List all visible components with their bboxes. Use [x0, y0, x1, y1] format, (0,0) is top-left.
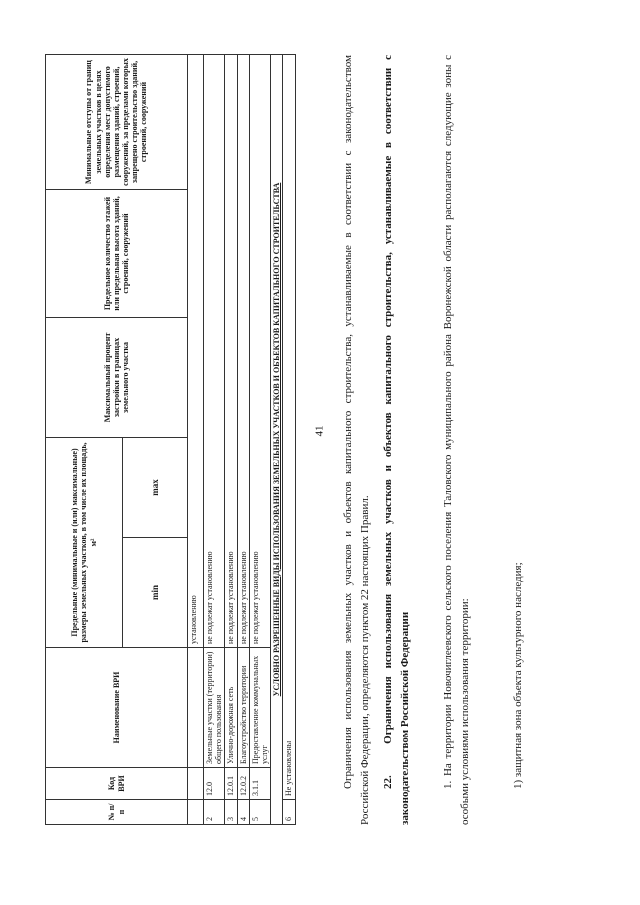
- cell-name: Предоставление коммунальных услуг: [249, 648, 270, 768]
- list-item-heritage-zone: 1) защитная зона объекта культурного наследия;: [512, 562, 524, 789]
- rotated-page-content: [40, 55, 580, 825]
- cell-not-established: Не установлены: [283, 55, 295, 800]
- cell-min: не подлежат установлению: [249, 55, 270, 648]
- cell-name: Земельные участки (территории) общего пользования: [204, 648, 225, 768]
- table-row: [204, 55, 225, 825]
- cell-prev-fragment: установлению: [188, 55, 204, 648]
- page-number: 41: [313, 425, 326, 437]
- header-max: max: [123, 438, 188, 538]
- cell-num: 3: [225, 800, 237, 825]
- section-number: 22.: [382, 775, 394, 789]
- cell-code: 3.1.1: [249, 768, 270, 800]
- header-sizes: Предельные (минимальные и (или) максимальные) размеры земельных участков, в том числе их площадь, м²: [46, 438, 123, 648]
- paragraph-restrictions: Ограничения использования земельных участков и объектов капитального строительства, устанавливаемые в соответствии с законодательством Российской Федерации, определяются пунктом 22 настоящих Правил.: [342, 55, 371, 825]
- cell-name: Улично-дорожная сеть: [225, 648, 237, 768]
- cell-num: 6: [283, 800, 295, 825]
- header-coverage: Максимальный процент застройки в границах земельного участка: [46, 318, 188, 438]
- cell-code: 12.0: [204, 768, 225, 800]
- table-row: [283, 55, 295, 825]
- paragraph-zones: 1. На территории Новочиглеевского сельского поселения Таловского муниципального района Воронежской области располагаются следующие зоны с особыми условиями использования территории:: [442, 55, 471, 825]
- regulations-table: [45, 54, 296, 825]
- table-row: [188, 55, 204, 825]
- cell-code: 12.0.2: [237, 768, 249, 800]
- header-setbacks: Минимальные отступы от границ земельных участков в целях определения мест допустимого размещения зданий, строений, сооружений, за пределами которых запрещено строительство зданий, строений, сооружений: [46, 55, 188, 190]
- cell-num: 5: [249, 800, 270, 825]
- cell-min: не подлежат установлению: [237, 55, 249, 648]
- cell-num: 4: [237, 800, 249, 825]
- table-row: [271, 55, 283, 825]
- table-row: [237, 55, 249, 825]
- section-22-heading: [380, 55, 413, 825]
- conditional-uses-heading: УСЛОВНО РАЗРЕШЕННЫЕ ВИДЫ ИСПОЛЬЗОВАНИЯ ЗЕМЕЛЬНЫХ УЧАСТКОВ И ОБЪЕКТОВ КАПИТАЛЬНОГО СТРОИТЕЛЬСТВА: [271, 55, 283, 825]
- header-floors: Предельное количество этажей или предельная высота зданий, строений, сооружений: [46, 190, 188, 318]
- cell-min: не подлежат установлению: [204, 55, 225, 648]
- header-code: Код ВРИ: [46, 768, 188, 800]
- cell-num: 2: [204, 800, 225, 825]
- header-min: min: [123, 538, 188, 648]
- header-name: Наименование ВРИ: [46, 648, 188, 768]
- table-row: [249, 55, 270, 825]
- table-row: [225, 55, 237, 825]
- cell-code: 12.0.1: [225, 768, 237, 800]
- cell-min: не подлежат установлению: [225, 55, 237, 648]
- cell-name: Благоустройство территории: [237, 648, 249, 768]
- section-title: Ограничения использования земельных участков и объектов капитального строительства, устанавливаемые в соответствии с законодательством Российской Федерации: [382, 55, 411, 825]
- header-num: № п/п: [46, 800, 188, 825]
- table-header-row: [46, 55, 123, 825]
